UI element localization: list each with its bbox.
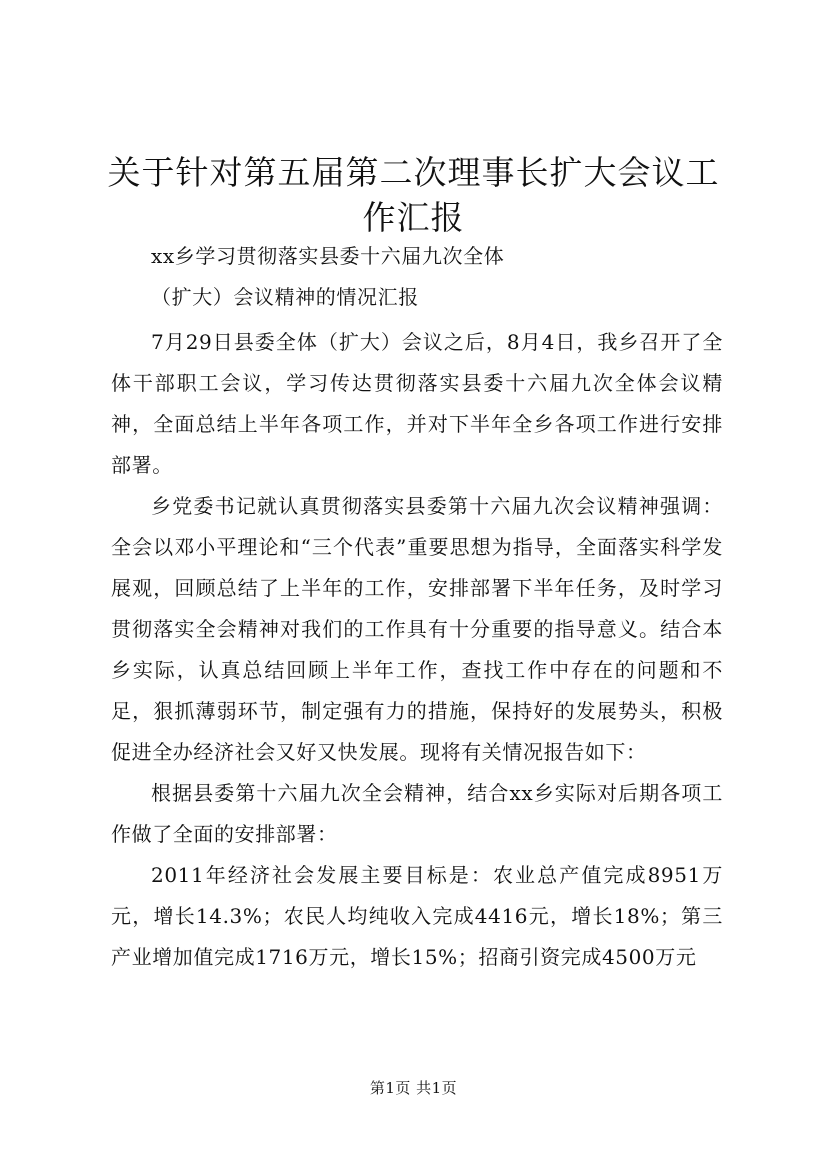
paragraph-meeting-summary: 7月29日县委全体（扩大）会议之后，8月4日，我乡召开了全体干部职工会议，学习传达贯彻落实县委十六届九次全体会议精神，全面总结上半年各项工作，并对下半年全乡各项工作进行安排部署。	[111, 330, 723, 477]
paragraph-work-arrangement: 根据县委第十六届九次全会精神，结合xx乡实际对后期各项工作做了全面的安排部署：	[111, 781, 723, 846]
paragraph-secretary-speech: 乡党委书记就认真贯彻落实县委第十六届九次会议精神强调：全会以邓小平理论和“三个代表”重要思想为指导，全面落实科学发展观，回顾总结了上半年的工作，安排部署下半年任务，及时学习贯彻落实全会精神对我们的工作具有十分重要的指导意义。结合本乡实际，认真总结回顾上半年工作，查找工作中存在的问题和不足，狠抓薄弱环节，制定强有力的措施，保持好的发展势头，积极促进全办经济社会又好又快发展。现将有关情况报告如下：	[111, 494, 723, 764]
subtitle-line-2: （扩大）会议精神的情况汇报	[151, 285, 419, 309]
page-footer: 第1页 共1页	[369, 1079, 458, 1097]
document-body	[111, 240, 723, 978]
document-title: 关于针对第五届第二次理事长扩大会议工作汇报	[107, 153, 720, 237]
subtitle-line-1: xx乡学习贯彻落实县委十六届九次全体	[151, 244, 505, 268]
paragraph-economic-targets: 2011年经济社会发展主要目标是：农业总产值完成8951万元，增长14.3%；农民人均纯收入完成4416元，增长18%；第三产业增加值完成1716万元，增长15%；招商引资完成4500万元	[111, 863, 723, 969]
